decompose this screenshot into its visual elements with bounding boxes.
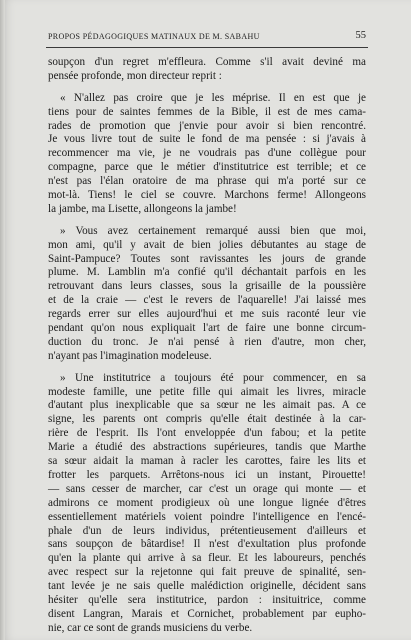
text-line: d'autant plus inexplicable que sa sœur ne les aimait pas. A ce: [48, 399, 366, 412]
text-line: n'ayant pas l'imagination modeleuse.: [48, 349, 212, 362]
text-line: avec respect sur la rejetonne qui fait preuve de spinalité, sen-: [48, 566, 366, 579]
text-line: — sans cesser de marcher, car c'est un orage qui monte — et: [48, 482, 366, 495]
text-line: phale d'un de leurs individus, prétentieusement d'ailleurs et: [48, 524, 366, 537]
text-line: la jambe, ma Lisette, allongeons la jambe!: [48, 202, 237, 215]
text-line: Marie a étudié des abstractions supérieures, tandis que Marthe: [48, 441, 366, 454]
text-line: duction du tronc. Je n'ai pensé à rien d'autre, mon cher,: [48, 335, 366, 348]
text-line: frotter les parquets. Arrêtons-nous ici un instant, Pirouette!: [48, 468, 366, 481]
paragraph-gap: [48, 217, 366, 225]
text-line: disent Langran, Marais et Cornichet, probablement par eupho-: [48, 607, 366, 620]
text-line: n'est pas l'élan oratoire de ma phrase qui m'a porté sur ce: [48, 175, 366, 188]
text-line: compagne, parce que le métier d'institutrice est terrible; et ce: [48, 161, 366, 174]
paragraph: [48, 56, 366, 84]
text-line: » Une institutrice a toujours été pour commencer, en sa: [60, 371, 366, 384]
text-line: mon ami, qu'il y avait de bien jolies débutantes au stage de: [48, 238, 366, 251]
text-line: pendant qu'on nous expliquait l'art de faire une bonne circum-: [48, 322, 366, 335]
text-line: tant levée je ne sais quelle malédiction originelle, décident sans: [48, 580, 366, 593]
text-line: hésiter qu'elle sera institutrice, pardon : insituitrice, comme: [48, 593, 366, 606]
text-line: regards errer sur elles aujourd'hui et me suis raconté leur vie: [48, 308, 366, 321]
paragraph: [48, 225, 366, 364]
text-line: sa sœur aidait la maman à racler les carottes, faire les lits et: [48, 455, 366, 468]
text-line: et de la craie — c'est le revers de l'aquarelle! J'ai laissé mes: [48, 294, 366, 307]
paragraph: [48, 92, 366, 217]
paragraph-gap: [48, 364, 366, 372]
text-line: » Vous avez certainement remarqué aussi bien que moi,: [60, 224, 366, 237]
body-text: [48, 56, 366, 636]
text-line: nie, car ce sont de grands musiciens du verbe.: [48, 621, 253, 634]
page-gutter-shadow: [0, 0, 5, 640]
text-line: « N'allez pas croire que je les méprise. Il en est que je: [60, 91, 366, 104]
page-number: 55: [355, 30, 366, 41]
text-line: signe, les parents ont compris qu'elle était destinée à la car-: [48, 413, 366, 426]
text-line: pensée profonde, mon directeur reprit :: [48, 69, 222, 82]
text-line: mot-là. Tiens! le ciel se couvre. Marchons ferme! Allongeons: [48, 189, 366, 202]
text-line: qu'en la plante qui arrive à sa fleur. Et les laboureurs, penchés: [48, 552, 366, 565]
text-line: plume. M. Lamblin m'a confié qu'il déchantait parfois en les: [48, 266, 366, 279]
text-line: sans soupçon de bâtardise! Il n'est d'exultation plus profonde: [48, 538, 366, 551]
text-line: admirons ce moment prodigieux où une longue lignée d'êtres: [48, 496, 366, 509]
page-header: [48, 30, 366, 46]
header-rule: [46, 47, 368, 48]
text-line: tiens pour de saintes femmes de la Bible, il est de mes cama-: [48, 105, 366, 118]
text-line: rades de promotion que j'envie pour avoir si bien rencontré.: [48, 119, 366, 132]
text-line: Je vous livre tout de suite le fond de ma pensée : si j'avais à: [48, 133, 366, 146]
text-line: modeste famille, une petite fille qui aimait les livres, miracle: [48, 385, 366, 398]
text-line: retrouvant dans leurs classes, sous la grisaille de la poussière: [48, 280, 366, 293]
text-line: essentiellement matériels voient poindre l'intelligence en l'encé-: [48, 510, 366, 523]
running-title: PROPOS PÉDAGOGIQUES MATINAUX DE M. SABAHU: [48, 32, 260, 41]
text-line: soupçon d'un regret m'effleura. Comme s'il avait deviné ma: [48, 56, 366, 68]
paragraph: [48, 372, 366, 636]
paragraph-gap: [48, 84, 366, 92]
text-line: rière de l'esprit. Ils l'ont enveloppée d'un fabou; et la petite: [48, 427, 366, 440]
text-line: recommencer ma vie, je ne voudrais pas d'une collègue pour: [48, 147, 366, 160]
text-line: Saint-Pampuce? Toutes sont ravissantes les jours de grande: [48, 252, 366, 265]
